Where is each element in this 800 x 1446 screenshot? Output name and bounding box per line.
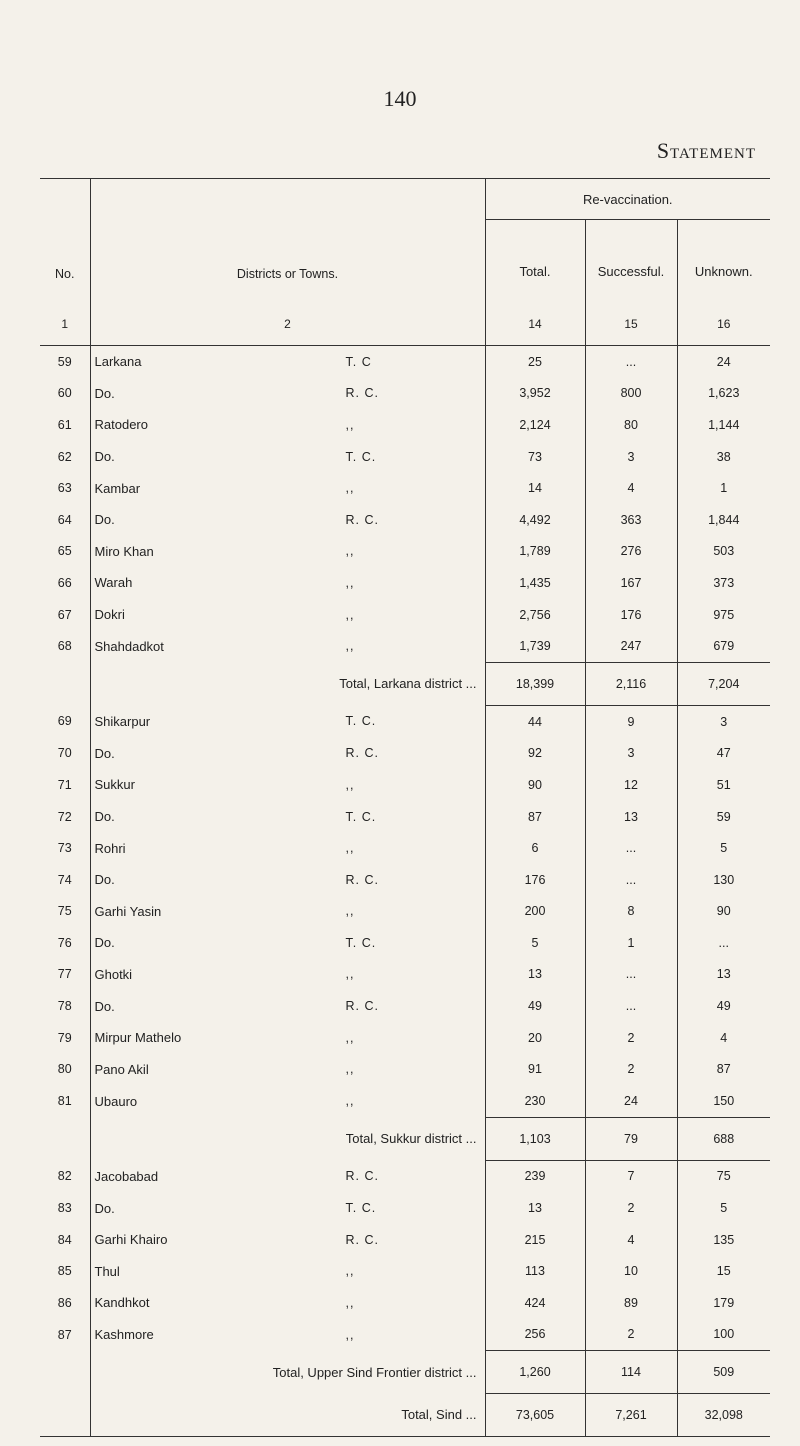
successful-value: 12: [585, 769, 677, 801]
district-cell: [90, 536, 485, 568]
centre-type: ,,: [345, 777, 355, 792]
district-name: Shikarpur: [94, 713, 151, 729]
total-value: 2,124: [485, 409, 585, 441]
successful-value: 89: [585, 1287, 677, 1319]
unknown-value: 1,144: [677, 409, 770, 441]
unknown-value: 130: [677, 864, 770, 896]
table-row: [40, 1022, 770, 1054]
unknown-value: 51: [677, 769, 770, 801]
row-number: 83: [57, 1201, 72, 1216]
district-total-successful: 114: [585, 1351, 677, 1394]
table-row: [40, 346, 770, 378]
table-row: [40, 630, 770, 662]
table-body: [40, 346, 770, 1437]
centre-type: ,,: [345, 904, 355, 919]
unknown-value: 15: [677, 1255, 770, 1287]
row-number: 80: [57, 1062, 72, 1077]
table-row: [40, 769, 770, 801]
district-name: Shahdadkot: [94, 638, 164, 654]
centre-type: T. C.: [345, 714, 377, 729]
district-cell: [90, 1085, 485, 1117]
row-number: 67: [57, 607, 72, 622]
header-successful: Successful.: [585, 220, 677, 304]
centre-type: T. C.: [345, 809, 377, 824]
successful-value: 2: [585, 1192, 677, 1224]
successful-value: 247: [585, 630, 677, 662]
header-revaccination: Re-vaccination.: [485, 179, 770, 220]
unknown-value: 150: [677, 1085, 770, 1117]
grand-total-row: [40, 1394, 770, 1437]
district-name: Kambar: [94, 480, 141, 496]
row-number: 69: [57, 714, 72, 729]
header-total: Total.: [485, 220, 585, 304]
district-name: Sukkur: [94, 777, 135, 793]
table-row: [40, 1255, 770, 1287]
district-total-row: [40, 1351, 770, 1394]
unknown-value: 503: [677, 536, 770, 568]
district-cell: [90, 630, 485, 662]
row-number: 78: [57, 999, 72, 1014]
district-name: Ghotki: [94, 966, 133, 982]
district-cell: [90, 896, 485, 928]
successful-value: 167: [585, 567, 677, 599]
successful-value: ...: [585, 959, 677, 991]
successful-value: 4: [585, 1224, 677, 1256]
centre-type: ,,: [345, 639, 355, 654]
district-name: Mirpur Mathelo: [94, 1030, 182, 1046]
centre-type: R. C.: [345, 872, 379, 887]
table-row: [40, 1053, 770, 1085]
page-title: Statement: [656, 138, 756, 163]
total-value: 424: [485, 1287, 585, 1319]
successful-value: 10: [585, 1255, 677, 1287]
unknown-value: 24: [677, 346, 770, 378]
total-value: 1,789: [485, 536, 585, 568]
district-name: Kandhkot: [94, 1295, 150, 1311]
centre-type: ,,: [345, 1094, 355, 1109]
successful-value: 3: [585, 738, 677, 770]
unknown-value: 3: [677, 705, 770, 737]
table-row: [40, 738, 770, 770]
district-cell: [90, 1053, 485, 1085]
total-value: 3,952: [485, 378, 585, 410]
district-total-value: 1,103: [485, 1117, 585, 1160]
total-value: 25: [485, 346, 585, 378]
total-value: 4,492: [485, 504, 585, 536]
total-value: 92: [485, 738, 585, 770]
unknown-value: 1,844: [677, 504, 770, 536]
district-cell: [90, 1319, 485, 1351]
successful-value: 800: [585, 378, 677, 410]
successful-value: ...: [585, 864, 677, 896]
row-number: 68: [57, 639, 72, 654]
table-row: [40, 441, 770, 473]
district-name: Garhi Khairo: [94, 1232, 168, 1248]
district-name: Do.: [94, 745, 115, 761]
unknown-value: 4: [677, 1022, 770, 1054]
district-name: Miro Khan: [94, 543, 154, 559]
district-cell: [90, 1255, 485, 1287]
district-cell: [90, 409, 485, 441]
total-value: 91: [485, 1053, 585, 1085]
district-total-row: [40, 662, 770, 705]
successful-value: 13: [585, 801, 677, 833]
district-cell: [90, 990, 485, 1022]
table-row: [40, 832, 770, 864]
centre-type: ,,: [345, 1062, 355, 1077]
total-value: 14: [485, 472, 585, 504]
centre-type: T. C.: [345, 1201, 377, 1216]
unknown-value: 90: [677, 896, 770, 928]
district-cell: [90, 1022, 485, 1054]
unknown-value: 87: [677, 1053, 770, 1085]
total-value: 90: [485, 769, 585, 801]
total-value: 20: [485, 1022, 585, 1054]
row-number-empty: [40, 1117, 90, 1160]
district-cell: [90, 567, 485, 599]
successful-value: ...: [585, 346, 677, 378]
centre-type: ,,: [345, 544, 355, 559]
table-row: [40, 378, 770, 410]
centre-type: R. C.: [345, 1232, 379, 1247]
total-value: 5: [485, 927, 585, 959]
header-no: No.: [40, 179, 90, 304]
successful-value: ...: [585, 990, 677, 1022]
district-name: Ratodero: [94, 417, 148, 433]
revaccination-table: [40, 178, 770, 1437]
total-value: 230: [485, 1085, 585, 1117]
total-value: 1,435: [485, 567, 585, 599]
page-number: 140: [383, 86, 417, 111]
district-cell: [90, 927, 485, 959]
total-value: 239: [485, 1160, 585, 1192]
centre-type: ,,: [345, 841, 355, 856]
successful-value: 3: [585, 441, 677, 473]
successful-value: 176: [585, 599, 677, 631]
successful-value: 80: [585, 409, 677, 441]
total-value: 2,756: [485, 599, 585, 631]
district-total-value: 1,260: [485, 1351, 585, 1394]
unknown-value: 1,623: [677, 378, 770, 410]
centre-type: R. C.: [345, 999, 379, 1014]
row-number: 72: [57, 809, 72, 824]
centre-type: ,,: [345, 481, 355, 496]
unknown-value: 47: [677, 738, 770, 770]
table-row: [40, 896, 770, 928]
unknown-value: 100: [677, 1319, 770, 1351]
total-value: 176: [485, 864, 585, 896]
total-value: 113: [485, 1255, 585, 1287]
centre-type: R. C.: [345, 1169, 379, 1184]
district-name: Do.: [94, 1200, 115, 1216]
unknown-value: 1: [677, 472, 770, 504]
row-number: 71: [57, 777, 72, 792]
district-cell: [90, 769, 485, 801]
district-name: Jacobabad: [94, 1168, 159, 1184]
row-number: 74: [57, 872, 72, 887]
row-number: 73: [57, 841, 72, 856]
table-row: [40, 959, 770, 991]
col-number: 14: [485, 303, 585, 346]
successful-value: 1: [585, 927, 677, 959]
row-number: 76: [57, 935, 72, 950]
table-row: [40, 801, 770, 833]
district-name: Do.: [94, 809, 115, 825]
grand-total-unknown: 32,098: [677, 1394, 770, 1437]
centre-type: T. C: [345, 354, 372, 369]
table-row: [40, 1319, 770, 1351]
district-cell: [90, 378, 485, 410]
district-cell: [90, 801, 485, 833]
district-total-label: Total, Sukkur district ...: [90, 1117, 485, 1160]
district-cell: [90, 1160, 485, 1192]
total-value: 49: [485, 990, 585, 1022]
district-cell: [90, 472, 485, 504]
table-row: [40, 1224, 770, 1256]
district-total-unknown: 509: [677, 1351, 770, 1394]
successful-value: 8: [585, 896, 677, 928]
row-number: 77: [57, 967, 72, 982]
row-number: 62: [57, 449, 72, 464]
table-row: [40, 409, 770, 441]
centre-type: R. C.: [345, 746, 379, 761]
total-value: 13: [485, 959, 585, 991]
centre-type: R. C.: [345, 512, 379, 527]
district-name: Thul: [94, 1263, 120, 1279]
table-row: [40, 1287, 770, 1319]
unknown-value: 59: [677, 801, 770, 833]
unknown-value: ...: [677, 927, 770, 959]
successful-value: 2: [585, 1053, 677, 1085]
district-name: Garhi Yasin: [94, 903, 162, 919]
table-row: [40, 599, 770, 631]
table-row: [40, 1160, 770, 1192]
row-number: 85: [57, 1264, 72, 1279]
total-value: 13: [485, 1192, 585, 1224]
row-number: 63: [57, 481, 72, 496]
row-number: 84: [57, 1232, 72, 1247]
col-number: 1: [40, 303, 90, 346]
total-value: 1,739: [485, 630, 585, 662]
district-cell: [90, 705, 485, 737]
unknown-value: 75: [677, 1160, 770, 1192]
unknown-value: 179: [677, 1287, 770, 1319]
centre-type: ,,: [345, 1264, 355, 1279]
total-value: 87: [485, 801, 585, 833]
row-number: 66: [57, 575, 72, 590]
district-name: Do.: [94, 385, 115, 401]
district-name: Ubauro: [94, 1093, 138, 1109]
district-name: Kashmore: [94, 1327, 154, 1343]
district-total-successful: 2,116: [585, 662, 677, 705]
row-number: 65: [57, 544, 72, 559]
table-row: [40, 990, 770, 1022]
district-cell: [90, 1192, 485, 1224]
unknown-value: 38: [677, 441, 770, 473]
table-row: [40, 472, 770, 504]
table-row: [40, 705, 770, 737]
district-cell: [90, 441, 485, 473]
district-cell: [90, 959, 485, 991]
successful-value: 24: [585, 1085, 677, 1117]
district-total-label: Total, Larkana district ...: [90, 662, 485, 705]
total-value: 215: [485, 1224, 585, 1256]
district-total-value: 18,399: [485, 662, 585, 705]
unknown-value: 135: [677, 1224, 770, 1256]
total-value: 73: [485, 441, 585, 473]
district-name: Dokri: [94, 607, 125, 623]
header-unknown: Unknown.: [677, 220, 770, 304]
district-cell: [90, 738, 485, 770]
district-cell: [90, 504, 485, 536]
district-cell: [90, 1224, 485, 1256]
district-total-row: [40, 1117, 770, 1160]
unknown-value: 49: [677, 990, 770, 1022]
centre-type: ,,: [345, 607, 355, 622]
table-row: [40, 927, 770, 959]
row-number: 86: [57, 1295, 72, 1310]
row-number-empty: [40, 662, 90, 705]
grand-total-value: 73,605: [485, 1394, 585, 1437]
row-number: 82: [57, 1169, 72, 1184]
centre-type: T. C.: [345, 935, 377, 950]
table-row: [40, 1192, 770, 1224]
centre-type: ,,: [345, 1295, 355, 1310]
table-row: [40, 864, 770, 896]
centre-type: T. C.: [345, 449, 377, 464]
district-total-unknown: 7,204: [677, 662, 770, 705]
centre-type: R. C.: [345, 386, 379, 401]
district-total-successful: 79: [585, 1117, 677, 1160]
centre-type: ,,: [345, 417, 355, 432]
row-number: 79: [57, 1030, 72, 1045]
unknown-value: 13: [677, 959, 770, 991]
table-row: [40, 1085, 770, 1117]
district-cell: [90, 832, 485, 864]
row-number: 61: [57, 417, 72, 432]
unknown-value: 373: [677, 567, 770, 599]
successful-value: 4: [585, 472, 677, 504]
district-name: Do.: [94, 872, 115, 888]
district-cell: [90, 1287, 485, 1319]
table-row: [40, 504, 770, 536]
total-value: 256: [485, 1319, 585, 1351]
successful-value: 276: [585, 536, 677, 568]
successful-value: ...: [585, 832, 677, 864]
district-name: Larkana: [94, 354, 142, 370]
table-row: [40, 536, 770, 568]
centre-type: ,,: [345, 575, 355, 590]
district-total-label: Total, Upper Sind Frontier district ...: [90, 1351, 485, 1394]
row-number: 87: [57, 1327, 72, 1342]
successful-value: 9: [585, 705, 677, 737]
row-number: 60: [57, 386, 72, 401]
unknown-value: 975: [677, 599, 770, 631]
district-cell: [90, 346, 485, 378]
successful-value: 2: [585, 1319, 677, 1351]
centre-type: ,,: [345, 1327, 355, 1342]
district-name: Do.: [94, 998, 115, 1014]
district-cell: [90, 599, 485, 631]
row-number: 64: [57, 512, 72, 527]
row-number-empty: [40, 1351, 90, 1394]
grand-total-successful: 7,261: [585, 1394, 677, 1437]
centre-type: ,,: [345, 1030, 355, 1045]
total-value: 6: [485, 832, 585, 864]
successful-value: 7: [585, 1160, 677, 1192]
unknown-value: 679: [677, 630, 770, 662]
district-name: Do.: [94, 512, 115, 528]
unknown-value: 5: [677, 1192, 770, 1224]
grand-total-label: Total, Sind ...: [90, 1394, 485, 1437]
col-number: 16: [677, 303, 770, 346]
total-value: 200: [485, 896, 585, 928]
district-name: Pano Akil: [94, 1061, 149, 1077]
successful-value: 363: [585, 504, 677, 536]
total-value: 44: [485, 705, 585, 737]
district-total-unknown: 688: [677, 1117, 770, 1160]
district-cell: [90, 864, 485, 896]
district-name: Do.: [94, 449, 115, 465]
col-number: 15: [585, 303, 677, 346]
successful-value: 2: [585, 1022, 677, 1054]
header-districts: Districts or Towns.: [90, 179, 485, 304]
row-number: 59: [57, 354, 72, 369]
centre-type: ,,: [345, 967, 355, 982]
row-number: 70: [57, 746, 72, 761]
district-name: Do.: [94, 935, 115, 951]
unknown-value: 5: [677, 832, 770, 864]
row-number: 75: [57, 904, 72, 919]
table-row: [40, 567, 770, 599]
col-number: 2: [90, 303, 485, 346]
row-number-empty: [40, 1394, 90, 1437]
district-name: Warah: [94, 575, 133, 591]
row-number: 81: [57, 1094, 72, 1109]
district-name: Rohri: [94, 840, 126, 856]
